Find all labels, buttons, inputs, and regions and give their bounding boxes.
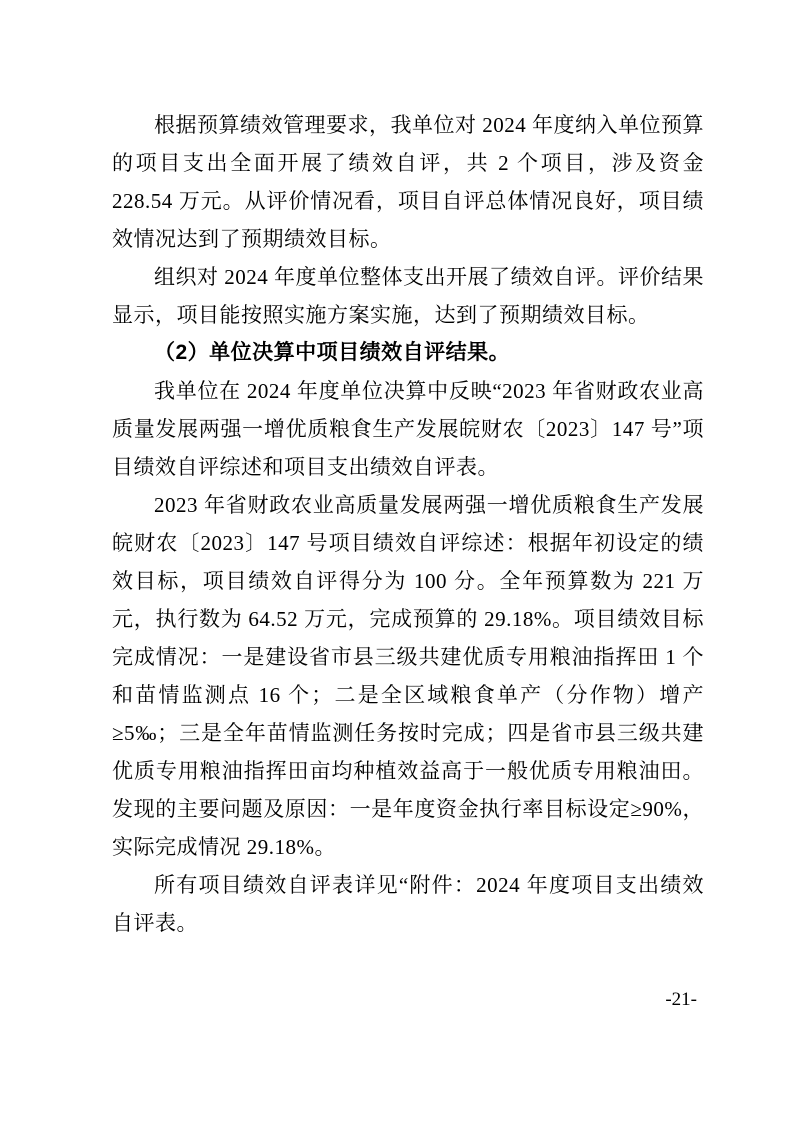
section-heading-project-self-evaluation-results: （2）单位决算中项目绩效自评结果。 [154, 341, 511, 364]
page-number: -21- [665, 989, 697, 1010]
paragraph-final-accounts-reflection: 我单位在 2024 年度单位决算中反映“2023 年省财政农业高质量发展两强一增优质粮食生产发展皖财农〔2023〕147 号”项目绩效自评综述和项目支出绩效自评表。 [112, 379, 704, 479]
paragraph-overall-expenditure-evaluation: 组织对 2024 年度单位整体支出开展了绩效自评。评价结果显示，项目能按照实施方案实施，达到了预期绩效目标。 [112, 265, 704, 327]
paragraph-attachment-reference: 所有项目绩效自评表详见“附件：2024 年度项目支出绩效自评表。 [112, 873, 704, 935]
paragraph-budget-self-evaluation: 根据预算绩效管理要求，我单位对 2024 年度纳入单位预算的项目支出全面开展了绩效自评，共 2 个项目，涉及资金 228.54 万元。从评价情况看，项目自评总体情况良好，项目绩效情况达到了预期绩效目标。 [112, 113, 704, 251]
paragraph-project-evaluation-summary: 2023 年省财政农业高质量发展两强一增优质粮食生产发展皖财农〔2023〕147 号项目绩效自评综述：根据年初设定的绩效目标，项目绩效自评得分为 100 分。全年预算数为 221 万元，执行数为 64.52 万元，完成预算的 29.18%。项目绩效目标完成情况：一是建设省市县三级共建优质专用粮油指挥田 1 个和苗情监测点 16 个；二是全区域粮食单产（分作物）增产≥5‰；三是全年苗情监测任务按时完成；四是省市县三级共建优质专用粮油指挥田亩均种植效益高于一般优质专用粮油田。发现的主要问题及原因：一是年度资金执行率目标设定≥90%，实际完成情况 29.18%。 [112, 493, 704, 859]
document-body [112, 106, 704, 942]
